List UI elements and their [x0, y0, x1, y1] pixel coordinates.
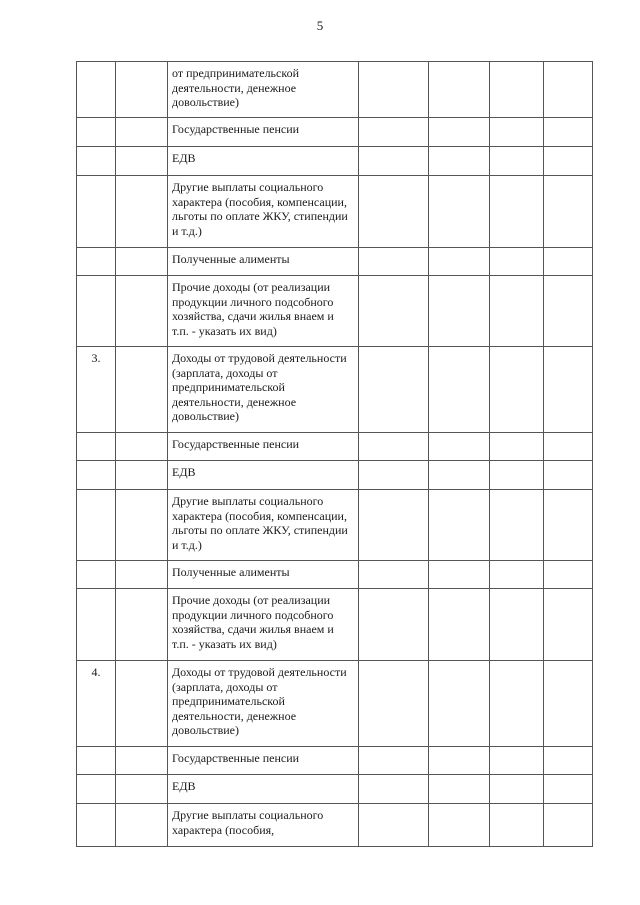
amount-cell	[544, 147, 593, 176]
amount-cell	[490, 589, 544, 661]
amount-cell	[429, 561, 490, 589]
row-number-cell	[77, 276, 116, 347]
amount-cell	[359, 561, 429, 589]
amount-cell	[544, 561, 593, 589]
amount-cell	[429, 461, 490, 490]
row-number-cell	[77, 147, 116, 176]
table-row	[77, 804, 593, 847]
blank-cell	[116, 276, 168, 347]
amount-cell	[429, 147, 490, 176]
blank-cell	[116, 147, 168, 176]
amount-cell	[359, 118, 429, 147]
table-row	[77, 433, 593, 461]
amount-cell	[429, 804, 490, 847]
blank-cell	[116, 248, 168, 276]
income-type-label: Доходы от трудовой деятельности (зарплата, доходы от предпринимательской деятельности, денежное довольствие)	[168, 347, 359, 433]
amount-cell	[490, 147, 544, 176]
amount-cell	[544, 804, 593, 847]
amount-cell	[490, 276, 544, 347]
row-number-cell	[77, 248, 116, 276]
blank-cell	[116, 176, 168, 248]
amount-cell	[359, 747, 429, 775]
blank-cell	[116, 589, 168, 661]
table-row	[77, 347, 593, 433]
amount-cell	[490, 804, 544, 847]
income-type-label: Прочие доходы (от реализации продукции личного подсобного хозяйства, сдачи жилья внаем и т.п. - указать их вид)	[168, 589, 359, 661]
amount-cell	[544, 433, 593, 461]
amount-cell	[359, 804, 429, 847]
amount-cell	[544, 118, 593, 147]
row-number-cell	[77, 490, 116, 561]
amount-cell	[490, 461, 544, 490]
amount-cell	[429, 62, 490, 118]
amount-cell	[544, 176, 593, 248]
table-body	[77, 62, 593, 847]
amount-cell	[490, 433, 544, 461]
row-number-cell	[77, 62, 116, 118]
row-number-cell	[77, 747, 116, 775]
amount-cell	[490, 118, 544, 147]
table-row	[77, 276, 593, 347]
amount-cell	[544, 747, 593, 775]
amount-cell	[544, 490, 593, 561]
amount-cell	[359, 176, 429, 248]
table-row	[77, 118, 593, 147]
table-row	[77, 589, 593, 661]
row-number-cell	[77, 775, 116, 804]
amount-cell	[544, 661, 593, 747]
amount-cell	[429, 347, 490, 433]
amount-cell	[429, 775, 490, 804]
amount-cell	[359, 490, 429, 561]
amount-cell	[544, 589, 593, 661]
table-row	[77, 775, 593, 804]
amount-cell	[490, 490, 544, 561]
income-type-label: Государственные пенсии	[168, 433, 359, 461]
amount-cell	[429, 661, 490, 747]
blank-cell	[116, 561, 168, 589]
amount-cell	[359, 248, 429, 276]
amount-cell	[359, 661, 429, 747]
table-row	[77, 747, 593, 775]
row-number-cell	[77, 461, 116, 490]
amount-cell	[429, 118, 490, 147]
row-number-cell	[77, 433, 116, 461]
table-row	[77, 62, 593, 118]
income-type-label: Государственные пенсии	[168, 118, 359, 147]
row-number-cell	[77, 561, 116, 589]
table-row	[77, 147, 593, 176]
amount-cell	[490, 661, 544, 747]
amount-cell	[429, 589, 490, 661]
table-row	[77, 561, 593, 589]
row-number-cell: 4.	[77, 661, 116, 747]
amount-cell	[429, 747, 490, 775]
blank-cell	[116, 118, 168, 147]
table-row	[77, 176, 593, 248]
blank-cell	[116, 775, 168, 804]
amount-cell	[490, 775, 544, 804]
table-row	[77, 490, 593, 561]
amount-cell	[544, 62, 593, 118]
income-type-label: Другие выплаты социального характера (пособия,	[168, 804, 359, 847]
income-type-label: ЕДВ	[168, 775, 359, 804]
amount-cell	[429, 176, 490, 248]
amount-cell	[544, 347, 593, 433]
income-type-label: Полученные алименты	[168, 248, 359, 276]
amount-cell	[490, 561, 544, 589]
row-number-cell	[77, 804, 116, 847]
income-type-label: Прочие доходы (от реализации продукции личного подсобного хозяйства, сдачи жилья внаем и т.п. - указать их вид)	[168, 276, 359, 347]
blank-cell	[116, 347, 168, 433]
amount-cell	[359, 276, 429, 347]
amount-cell	[429, 490, 490, 561]
income-table	[76, 61, 593, 847]
amount-cell	[490, 248, 544, 276]
income-type-label: Доходы от трудовой деятельности (зарплата, доходы от предпринимательской деятельности, денежное довольствие)	[168, 661, 359, 747]
income-type-label: Другие выплаты социального характера (пособия, компенсации, льготы по оплате ЖКУ, стипендии и т.д.)	[168, 176, 359, 248]
amount-cell	[359, 589, 429, 661]
row-number-cell	[77, 176, 116, 248]
blank-cell	[116, 490, 168, 561]
amount-cell	[544, 248, 593, 276]
row-number-cell: 3.	[77, 347, 116, 433]
amount-cell	[544, 775, 593, 804]
amount-cell	[359, 461, 429, 490]
blank-cell	[116, 433, 168, 461]
amount-cell	[359, 775, 429, 804]
amount-cell	[490, 347, 544, 433]
amount-cell	[544, 461, 593, 490]
income-type-label: ЕДВ	[168, 461, 359, 490]
amount-cell	[359, 347, 429, 433]
blank-cell	[116, 661, 168, 747]
amount-cell	[490, 62, 544, 118]
income-type-label: ЕДВ	[168, 147, 359, 176]
amount-cell	[490, 176, 544, 248]
table-row	[77, 461, 593, 490]
income-type-label: от предпринимательской деятельности, денежное довольствие)	[168, 62, 359, 118]
blank-cell	[116, 461, 168, 490]
blank-cell	[116, 747, 168, 775]
amount-cell	[490, 747, 544, 775]
income-type-label: Полученные алименты	[168, 561, 359, 589]
row-number-cell	[77, 589, 116, 661]
amount-cell	[359, 433, 429, 461]
amount-cell	[429, 433, 490, 461]
income-type-label: Государственные пенсии	[168, 747, 359, 775]
table-row	[77, 248, 593, 276]
blank-cell	[116, 804, 168, 847]
amount-cell	[359, 62, 429, 118]
table-row	[77, 661, 593, 747]
amount-cell	[429, 276, 490, 347]
page-number: 5	[316, 18, 324, 33]
amount-cell	[544, 276, 593, 347]
row-number-cell	[77, 118, 116, 147]
blank-cell	[116, 62, 168, 118]
income-type-label: Другие выплаты социального характера (пособия, компенсации, льготы по оплате ЖКУ, стипендии и т.д.)	[168, 490, 359, 561]
amount-cell	[359, 147, 429, 176]
amount-cell	[429, 248, 490, 276]
